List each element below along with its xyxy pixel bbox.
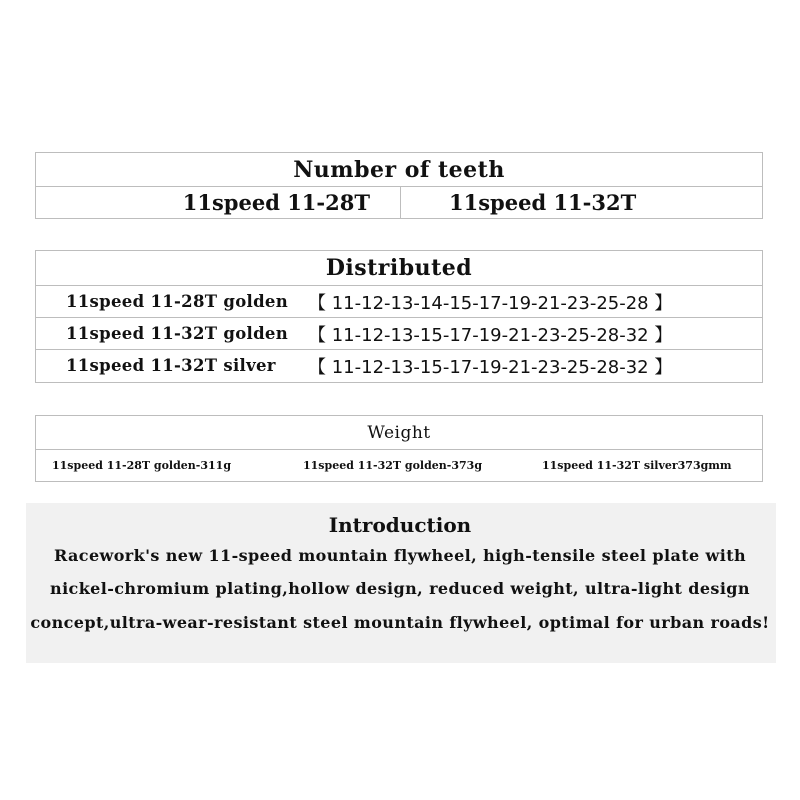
introduction-line: Racework's new 11-speed mountain flywheel, high-tensile steel plate with [53, 546, 747, 565]
distributed-row [36, 317, 762, 349]
distributed-header-row [36, 251, 762, 285]
distributed-row-label: 11speed 11-28T golden [66, 292, 289, 311]
teeth-header-row [36, 153, 762, 186]
introduction-title: Introduction [328, 513, 472, 537]
weight-title: Weight [367, 422, 431, 443]
distributed-row-label: 11speed 11-32T golden [66, 324, 289, 343]
weight-item-28t-golden: 11speed 11-28T golden-311g [52, 459, 232, 472]
introduction-section [26, 503, 776, 663]
distributed-row-sequence: 【 11-12-13-15-17-19-21-23-25-28-32 】 [308, 324, 673, 346]
introduction-line: concept,ultra-wear-resistant steel mountain flywheel, optimal for urban roads! [30, 613, 770, 632]
weight-item-32t-silver: 11speed 11-32T silver373gmm [542, 459, 732, 472]
weight-item-32t-golden: 11speed 11-32T golden-373g [303, 459, 483, 472]
teeth-title: Number of teeth [293, 156, 505, 183]
teeth-option-28t: 11speed 11-28T [36, 187, 401, 218]
distributed-row [36, 349, 762, 381]
weight-header-row [36, 416, 762, 449]
weight-items-row [36, 449, 762, 481]
weight-table [35, 415, 763, 482]
distributed-row-sequence: 【 11-12-13-15-17-19-21-23-25-28-32 】 [308, 356, 673, 378]
distributed-row [36, 285, 762, 317]
distributed-table [35, 250, 763, 383]
teeth-options-row [36, 186, 762, 218]
number-of-teeth-table [35, 152, 763, 219]
distributed-row-sequence: 【 11-12-13-14-15-17-19-21-23-25-28 】 [308, 292, 673, 314]
distributed-row-label: 11speed 11-32T silver [66, 356, 276, 375]
distributed-title: Distributed [325, 255, 473, 281]
introduction-line: nickel-chromium plating,hollow design, reduced weight, ultra-light design [50, 579, 750, 598]
teeth-option-32t: 11speed 11-32T [449, 190, 637, 215]
